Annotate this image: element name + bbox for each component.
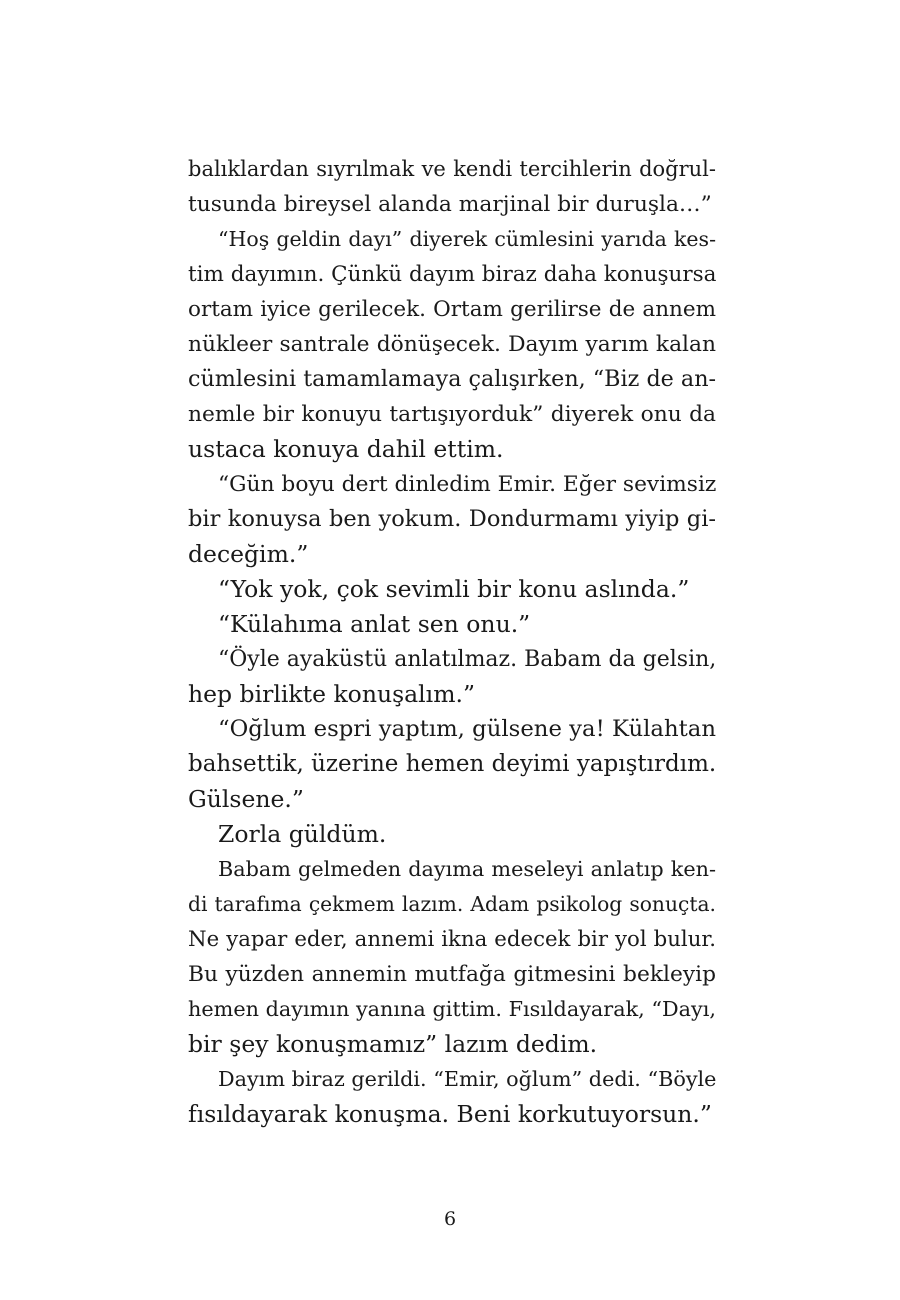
text-line: “Külahıma anlat sen onu.” [218,610,531,638]
text-line: ortam iyice gerilecek. Ortam gerilirse de annem [188,297,716,322]
body-text [188,152,716,1132]
text-line: “Hoş geldin dayı” diyerek cümlesini yarıda kes- [218,227,716,251]
text-line: di tarafıma çekmem lazım. Adam psikolog sonuçta. [188,892,716,916]
text-line: hemen dayımın yanına gittim. Fısıldayarak, “Dayı, [188,997,716,1021]
text-line: tim dayımın. Çünkü dayım biraz daha konuşursa [188,262,717,287]
page-number: 6 [443,1208,457,1230]
text-line: Zorla güldüm. [218,820,387,848]
text-line: ustaca konuya dahil ettim. [188,435,504,463]
text-line: “Gün boyu dert dinledim Emir. Eğer sevimsiz [218,472,717,497]
text-line: bahsettik, üzerine hemen deyimi yapıştırdım. [188,751,717,777]
text-line: “Oğlum espri yaptım, gülsene ya! Külahtan [218,716,716,742]
text-line: “Yok yok, çok sevimli bir konu aslında.” [218,575,690,603]
text-line: nemle bir konuyu tartışıyorduk” diyerek onu da [188,402,716,427]
text-line: bir konuysa ben yokum. Dondurmamı yiyip gi- [188,506,716,532]
text-line: fısıldayarak konuşma. Beni korkutuyorsun.” [188,1100,712,1128]
text-line: cümlesini tamamlamaya çalışırken, “Biz de an- [188,366,717,392]
text-line: Ne yapar eder, annemi ikna edecek bir yol bulur. [188,927,716,952]
text-line: Dayım biraz gerildi. “Emir, oğlum” dedi. “Böyle [218,1067,717,1091]
text-line: bir şey konuşmamız” lazım dedim. [188,1030,598,1058]
text-line: Bu yüzden annemin mutfağa gitmesini bekleyip [188,962,716,987]
text-line: deceğim.” [188,540,309,568]
text-line: hep birlikte konuşalım.” [188,680,475,708]
text-line: tusunda bireysel alanda marjinal bir duruşla…” [188,192,712,217]
text-line: balıklardan sıyrılmak ve kendi tercihlerin doğrul- [188,157,716,181]
text-line: nükleer santrale dönüşecek. Dayım yarım kalan [188,332,716,357]
text-line: Babam gelmeden dayıma meseleyi anlatıp ken- [218,857,716,881]
text-line: “Öyle ayaküstü anlatılmaz. Babam da gelsin, [218,647,717,672]
text-line: Gülsene.” [188,785,304,813]
